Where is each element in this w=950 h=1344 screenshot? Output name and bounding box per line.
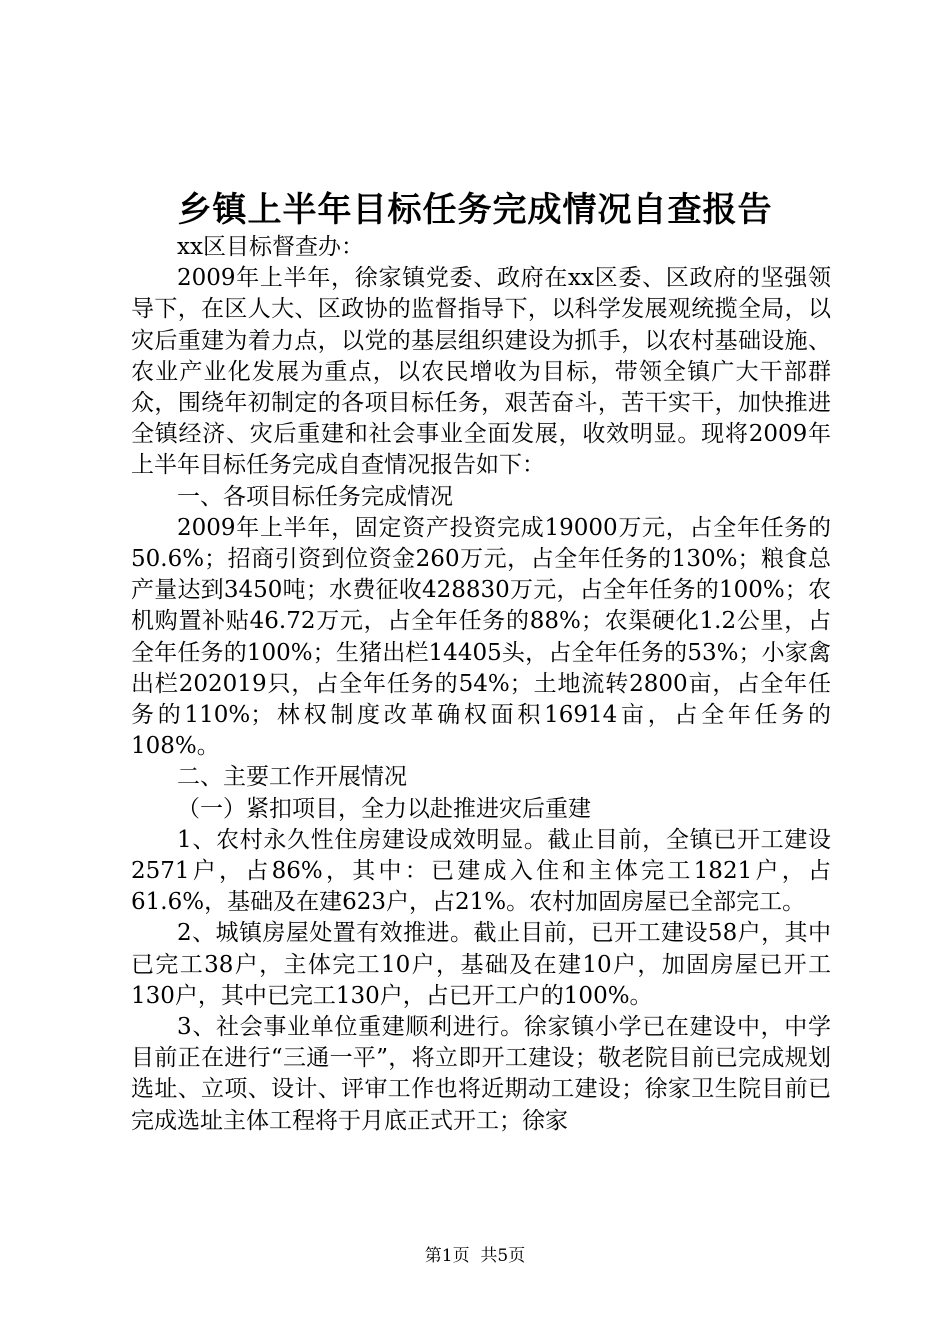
footer-spacer: [470, 1246, 481, 1266]
page-total: 共5页: [480, 1246, 526, 1266]
subsection-heading-1: （一）紧扣项目，全力以赴推进灾后重建: [177, 795, 591, 822]
paragraph-item-2: 2、城镇房屋处置有效推进。截止目前，已开工建设58户，其中已完工38户，主体完工10户，基础及在建10户，加固房屋已开工130户，其中已完工130户，占已开工户的100%。: [131, 920, 831, 1009]
document-title: 乡镇上半年目标任务完成情况自查报告: [177, 190, 773, 230]
paragraph-targets: 2009年上半年，固定资产投资完成19000万元，占全年任务的50.6%；招商引资到位资金260万元，占全年任务的130%；粮食总产量达到3450吨；水费征收428830万元，占全年任务的100%；农机购置补贴46.72万元，占全年任务的88%；农渠硬化1.2公里，占全年任务的100%；生猪出栏14405头，占全年任务的53%；小家禽出栏202019只，占全年任务的54%；土地流转2800亩，占全年任务的110%；林权制度改革确权面积16914亩，占全年任务的108%。: [131, 514, 831, 760]
document-body: [131, 232, 831, 1137]
salutation: xx区目标督查办：: [177, 234, 364, 260]
page-number: 第1页: [424, 1246, 470, 1266]
section-heading-2: 二、主要工作开展情况: [177, 764, 407, 791]
paragraph-item-1: 1、农村永久性住房建设成效明显。截止目前，全镇已开工建设2571户，占86%，其中：已建成入住和主体完工1821户，占61.6%，基础及在建623户，占21%。农村加固房屋已全部完工。: [131, 826, 831, 916]
paragraph-intro: 2009年上半年，徐家镇党委、政府在xx区委、区政府的坚强领导下，在区人大、区政协的监督指导下，以科学发展观统揽全局，以灾后重建为着力点，以党的基层组织建设为抓手，以农村基础设施、农业产业化发展为重点，以农民增收为目标，带领全镇广大干部群众，围绕年初制定的各项目标任务，艰苦奋斗，苦干实干，加快推进全镇经济、灾后重建和社会事业全面发展，收效明显。现将2009年上半年目标任务完成自查情况报告如下：: [131, 265, 831, 479]
section-heading-1: 一、各项目标任务完成情况: [177, 483, 453, 510]
page-footer: [0, 1244, 950, 1268]
paragraph-item-3: 3、社会事业单位重建顺利进行。徐家镇小学已在建设中，中学目前正在进行“三通一平”，将立即开工建设；敬老院目前已完成规划选址、立项、设计、评审工作也将近期动工建设；徐家卫生院目前已完成选址主体工程将于月底正式开工；徐家: [131, 1014, 831, 1134]
